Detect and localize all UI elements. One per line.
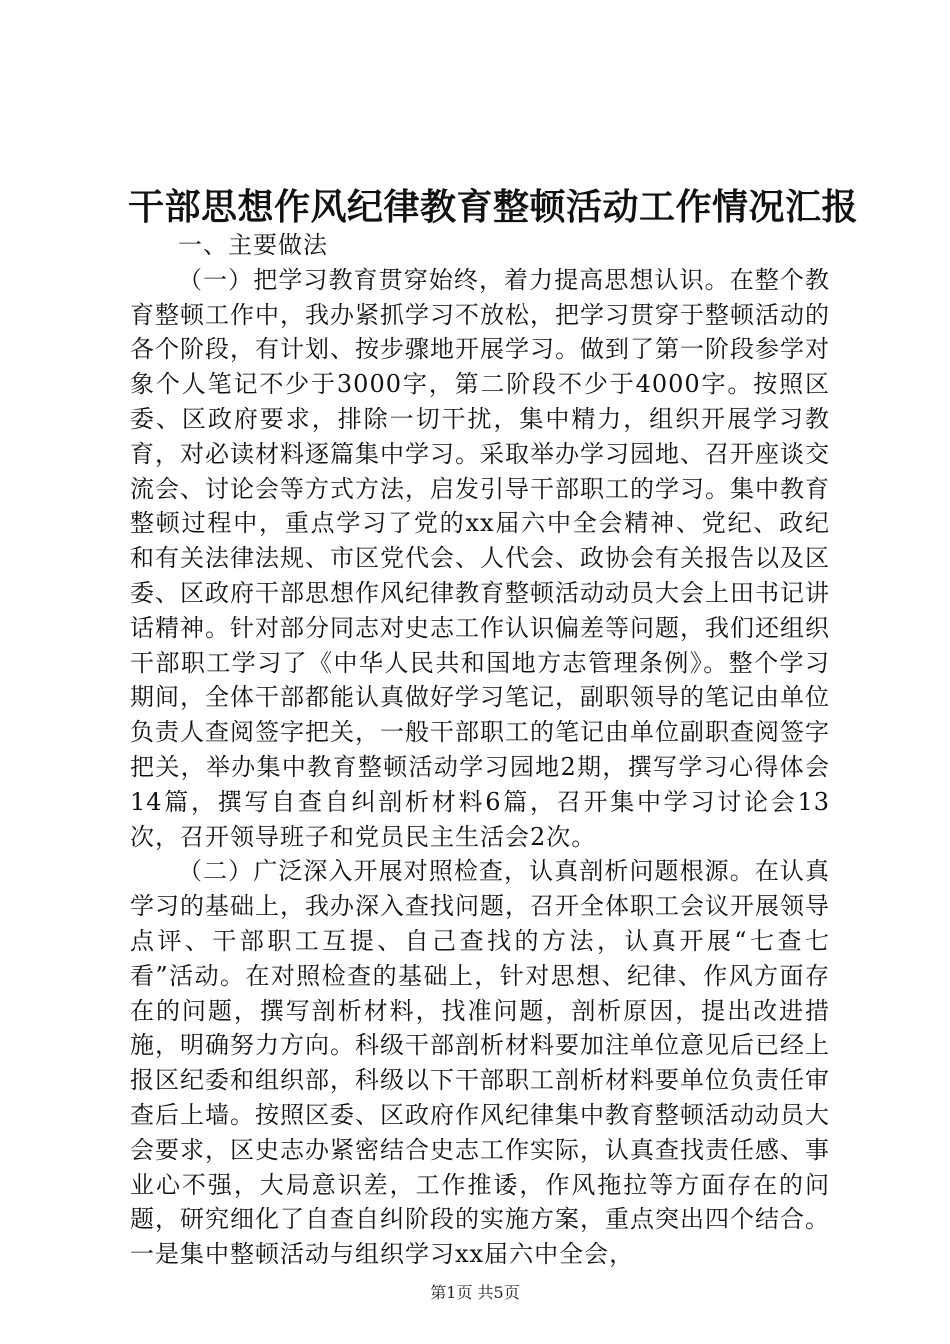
page-indicator: 第1页 共5页 [430, 1283, 520, 1302]
paragraph-2: （二）广泛深入开展对照检查，认真剖析问题根源。在认真学习的基础上，我办深入查找问题，召开全体职工会议开展领导点评、干部职工互提、自己查找的方法，认真开展“七查七看”活动。在对照检查的基础上，针对思想、纪律、作风方面存在的问题，撰写剖析材料，找准问题，剖析原因，提出改进措施，明确努力方向。科级干部剖析材料要加注单位意见后已经上报区纪委和组织部，科级以下干部职工剖析材料要单位负责任审查后上墙。按照区委、区政府作风纪律集中教育整顿活动动员大会要求，区史志办紧密结合史志工作实际，认真查找责任感、事业心不强，大局意识差，工作推诿，作风拖拉等方面存在的问题，研究细化了自查自纠阶段的实施方案，重点突出四个结合。一是集中整顿活动与组织学习xx届六中全会， [130, 857, 830, 1269]
paragraph-1: （一）把学习教育贯穿始终，着力提高思想认识。在整个教育整顿工作中，我办紧抓学习不放松，把学习贯穿于整顿活动的各个阶段，有计划、按步骤地开展学习。做到了第一阶段参学对象个人笔记不少于3000字，第二阶段不少于4000字。按照区委、区政府要求，排除一切干扰，集中精力，组织开展学习教育，对必读材料逐篇集中学习。采取举办学习园地、召开座谈交流会、讨论会等方式方法，启发引导干部职工的学习。集中教育整顿过程中，重点学习了党的xx届六中全会精神、党纪、政纪和有关法律法规、市区党代会、人代会、政协会有关报告以及区委、区政府干部思想作风纪律教育整顿活动动员大会上田书记讲话精神。针对部分同志对史志工作认识偏差等问题，我们还组织干部职工学习了《中华人民共和国地方志管理条例》。整个学习期间，全体干部都能认真做好学习笔记，副职领导的笔记由单位负责人查阅签字把关，一般干部职工的笔记由单位副职查阅签字把关，举办集中教育整顿活动学习园地2期，撰写学习心得体会14篇，撰写自查自纠剖析材料6篇，召开集中学习讨论会13次，召开领导班子和党员民主生活会2次。 [130, 265, 830, 851]
section-heading: 一、主要做法 [178, 231, 328, 259]
document-body [130, 228, 830, 1272]
document-title: 干部思想作风纪律教育整顿活动工作情况汇报 [128, 186, 859, 228]
page-footer [0, 1282, 950, 1304]
